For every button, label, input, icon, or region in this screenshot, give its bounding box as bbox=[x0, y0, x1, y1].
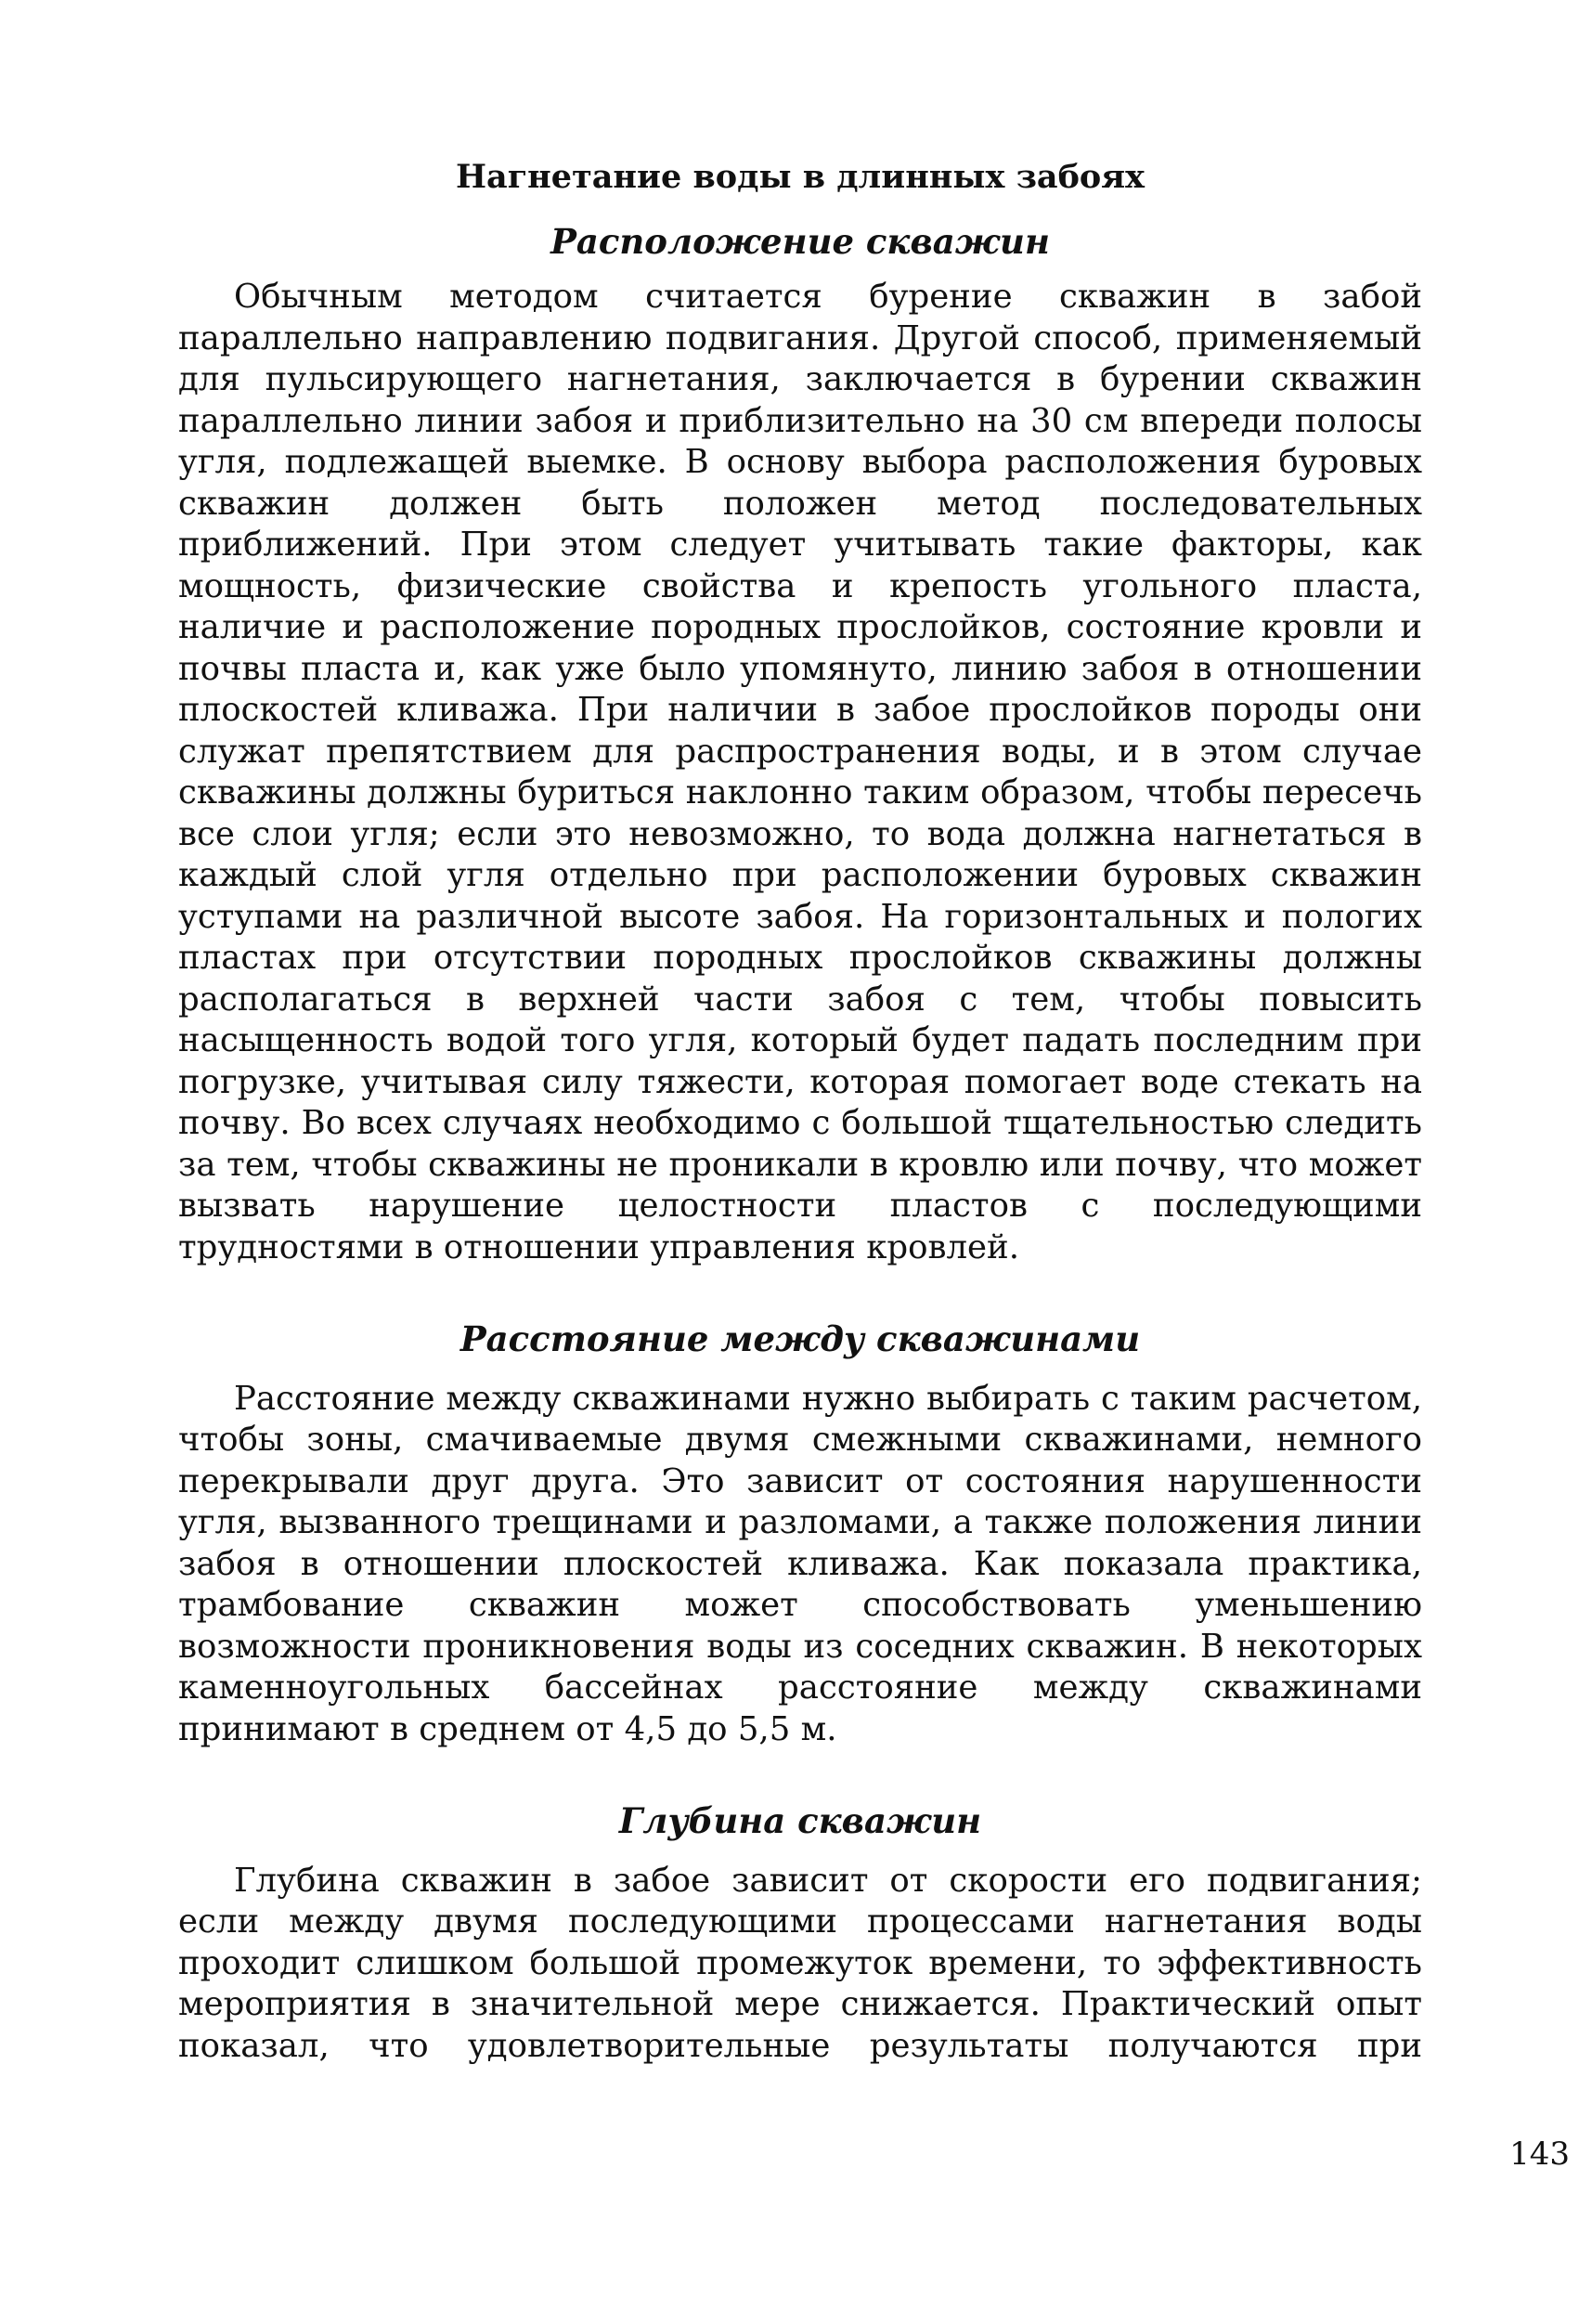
section-paragraph-borehole-depth: Глубина скважин в забое зависит от скорости его подвигания; если между двумя последующими процессами нагнетания воды проходит слишком большой промежуток времени, то эффективность мероприятия в значительной мере снижается. Практический опыт показал, что удовлетворительные результаты получаются при bbox=[178, 1861, 1422, 2065]
section-paragraph-borehole-spacing: Расстояние между скважинами нужно выбирать с таким расчетом, чтобы зоны, смачиваемые двумя смежными скважинами, немного перекрывали друг друга. Это зависит от состояния нарушенности угля, вызванного трещинами и разломами, а также положения линии забоя в отношении плоскостей кливажа. Как показала практика, трамбование скважин может способствовать уменьшению возможности проникновения воды из соседних скважин. В некоторых каменноугольных бассейнах расстояние между скважинами принимают в среднем от 4,5 до 5,5 м. bbox=[178, 1379, 1422, 1748]
document-page bbox=[178, 139, 1422, 2067]
section-heading-borehole-location: Расположение скважин bbox=[550, 221, 1050, 262]
section-heading-borehole-depth: Глубина скважин bbox=[618, 1800, 982, 1842]
section-heading-borehole-spacing: Расстояние между скважинами bbox=[459, 1318, 1141, 1360]
page-number: 143 bbox=[1509, 2136, 1570, 2173]
section-paragraph-borehole-location: Обычным методом считается бурение скважин в забой параллельно направлению подвигания. Другой способ, применяемый для пульсирующего нагнетания, заключается в бурении скважин параллельно линии забоя и приблизительно на 30 см впереди полосы угля, подлежащей выемке. В основу выбора расположения буровых скважин должен быть положен метод последовательных приближений. При этом следует учитывать такие факторы, как мощность, физические свойства и крепость угольного пласта, наличие и расположение породных прослойков, состояние кровли и почвы пласта и, как уже было упомянуто, линию забоя в отношении плоскостей кливажа. При наличии в забое прослойков породы они служат препятствием для распространения воды, и в этом случае скважины должны буриться наклонно таким образом, чтобы пересечь все слои угля; если это невозможно, то вода должна нагнетаться в каждый слой угля отдельно при расположении буровых скважин уступами на различной высоте забоя. На горизонтальных и пологих пластах при отсутствии породных прослойков скважины должны располагаться в верхней части забоя с тем, чтобы повысить насыщенность водой того угля, который будет падать последним при погрузке, учитывая силу тяжести, которая помогает воде стекать на почву. Во всех случаях необходимо с большой тщательностью следить за тем, чтобы скважины не проникали в кровлю или почву, что может вызвать нарушение целостности пластов с последующими трудностями в отношении управления кровлей. bbox=[178, 278, 1422, 1266]
page-title: Нагнетание воды в длинных забоях bbox=[455, 158, 1145, 196]
